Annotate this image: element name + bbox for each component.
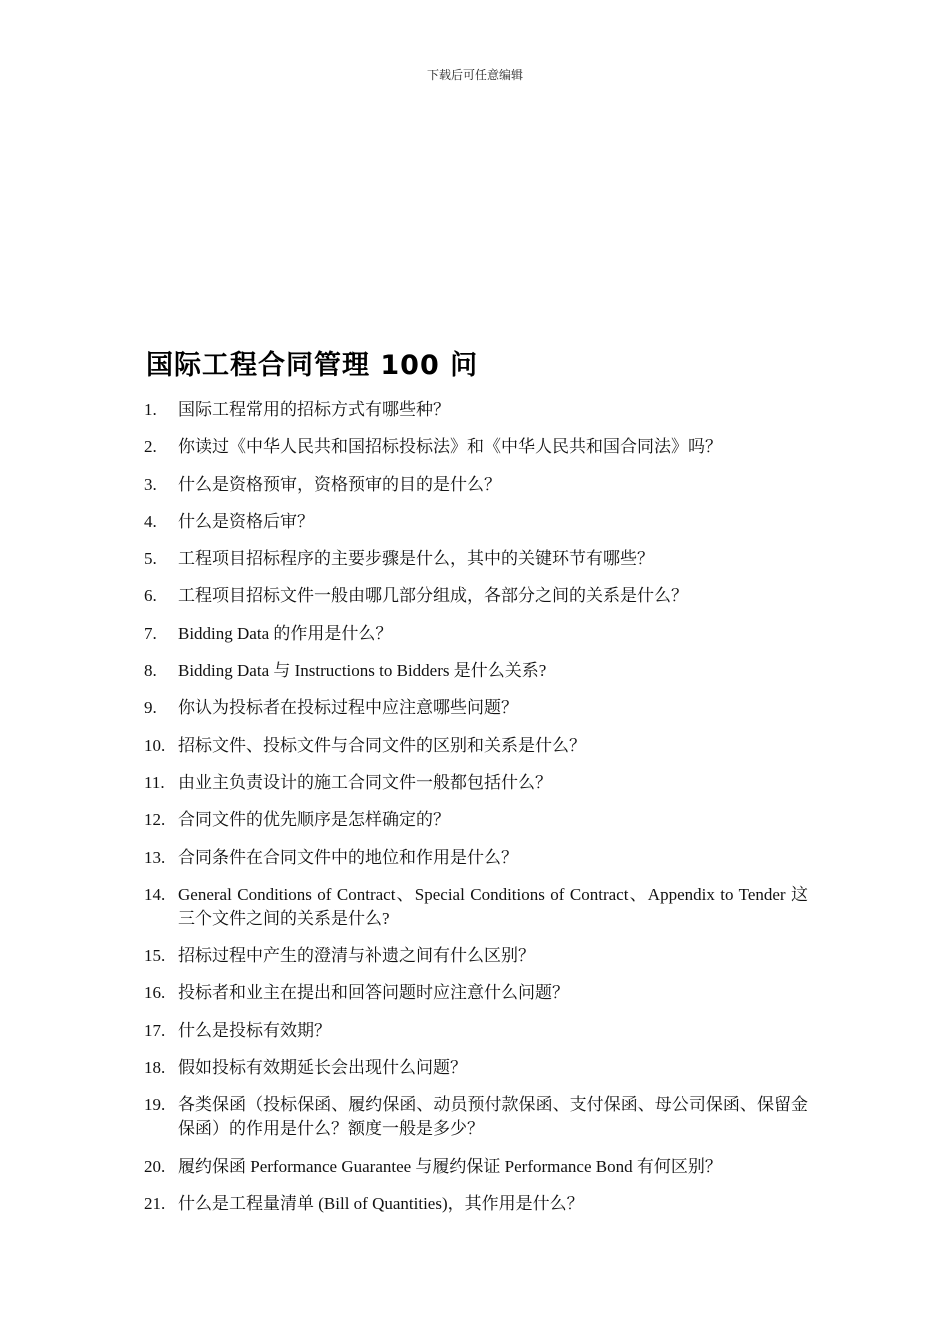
question-item (144, 622, 808, 646)
question-item (144, 1155, 808, 1179)
question-number: 10. (144, 735, 166, 755)
question-number: 2. (144, 437, 157, 457)
question-item (144, 1019, 808, 1043)
question-item (144, 734, 808, 758)
question-text: 什么是资格预审，资格预审的目的是什么？ (178, 474, 501, 494)
question-item (144, 981, 808, 1005)
question-text: 什么是工程量清单 (Bill of Quantities)，其作用是什么？ (178, 1193, 584, 1213)
question-item (144, 1056, 808, 1080)
question-item (144, 435, 808, 459)
question-list (144, 398, 808, 1229)
question-number: 20. (144, 1156, 166, 1176)
question-number: 7. (144, 623, 157, 643)
question-number: 5. (144, 549, 157, 569)
question-text: 什么是资格后审？ (178, 511, 314, 531)
question-number: 6. (144, 586, 157, 606)
question-number: 15. (144, 946, 166, 966)
question-text: 工程项目招标程序的主要步骤是什么，其中的关键环节有哪些？ (178, 549, 654, 569)
document-title: 国际工程合同管理 100 问 (146, 350, 479, 381)
question-text: 什么是投标有效期？ (178, 1020, 331, 1040)
question-text: 各类保函（投标保函、履约保函、动员预付款保函、支付保函、母公司保函、保留金保函）的作用是什么？额度一般是多少？ (178, 1095, 808, 1139)
question-number: 9. (144, 698, 157, 718)
question-text: 工程项目招标文件一般由哪几部分组成，各部分之间的关系是什么？ (178, 586, 688, 606)
question-text: 投标者和业主在提出和回答问题时应注意什么问题？ (178, 983, 569, 1003)
question-number: 11. (144, 772, 165, 792)
question-text: 招标文件、投标文件与合同文件的区别和关系是什么？ (178, 735, 586, 755)
question-item (144, 547, 808, 571)
question-text: 招标过程中产生的澄清与补遗之间有什么区别？ (178, 946, 535, 966)
question-item (144, 473, 808, 497)
question-number: 18. (144, 1058, 166, 1078)
question-text: General Conditions of Contract、Special Conditions of Contract、Appendix to Tender 这三个文件之间的关系是什么? (178, 884, 808, 928)
question-number: 8. (144, 661, 157, 681)
question-text: 合同条件在合同文件中的地位和作用是什么？ (178, 847, 518, 867)
question-item (144, 584, 808, 608)
question-number: 21. (144, 1193, 166, 1213)
question-number: 3. (144, 474, 157, 494)
question-item (144, 1192, 808, 1216)
question-item (144, 696, 808, 720)
question-item (144, 510, 808, 534)
question-text: 履约保函 Performance Guarantee 与履约保证 Performance Bond 有何区别？ (178, 1156, 722, 1176)
question-item (144, 398, 808, 422)
question-text: 你认为投标者在投标过程中应注意哪些问题？ (178, 698, 518, 718)
question-text: 由业主负责设计的施工合同文件一般都包括什么？ (178, 772, 552, 792)
question-item (144, 846, 808, 870)
page-header-note: 下载后可任意编辑 (426, 68, 523, 82)
question-number: 12. (144, 810, 166, 830)
question-item (144, 944, 808, 968)
question-number: 13. (144, 847, 166, 867)
question-item (144, 808, 808, 832)
question-item (144, 883, 808, 931)
question-item (144, 771, 808, 795)
question-item (144, 659, 808, 683)
question-item (144, 1093, 808, 1141)
question-number: 19. (144, 1095, 166, 1115)
question-text: 假如投标有效期延长会出现什么问题？ (178, 1058, 467, 1078)
question-text: 国际工程常用的招标方式有哪些种？ (178, 400, 450, 419)
question-text: 你读过《中华人民共和国招标投标法》和《中华人民共和国合同法》吗？ (178, 437, 722, 457)
question-number: 1. (144, 400, 157, 419)
question-number: 16. (144, 983, 166, 1003)
question-number: 4. (144, 511, 157, 531)
question-number: 14. (144, 884, 166, 904)
question-number: 17. (144, 1020, 166, 1040)
question-text: Bidding Data 的作用是什么？ (178, 623, 393, 643)
question-text: 合同文件的优先顺序是怎样确定的？ (178, 810, 450, 830)
question-text: Bidding Data 与 Instructions to Bidders 是什么关系? (178, 661, 547, 681)
